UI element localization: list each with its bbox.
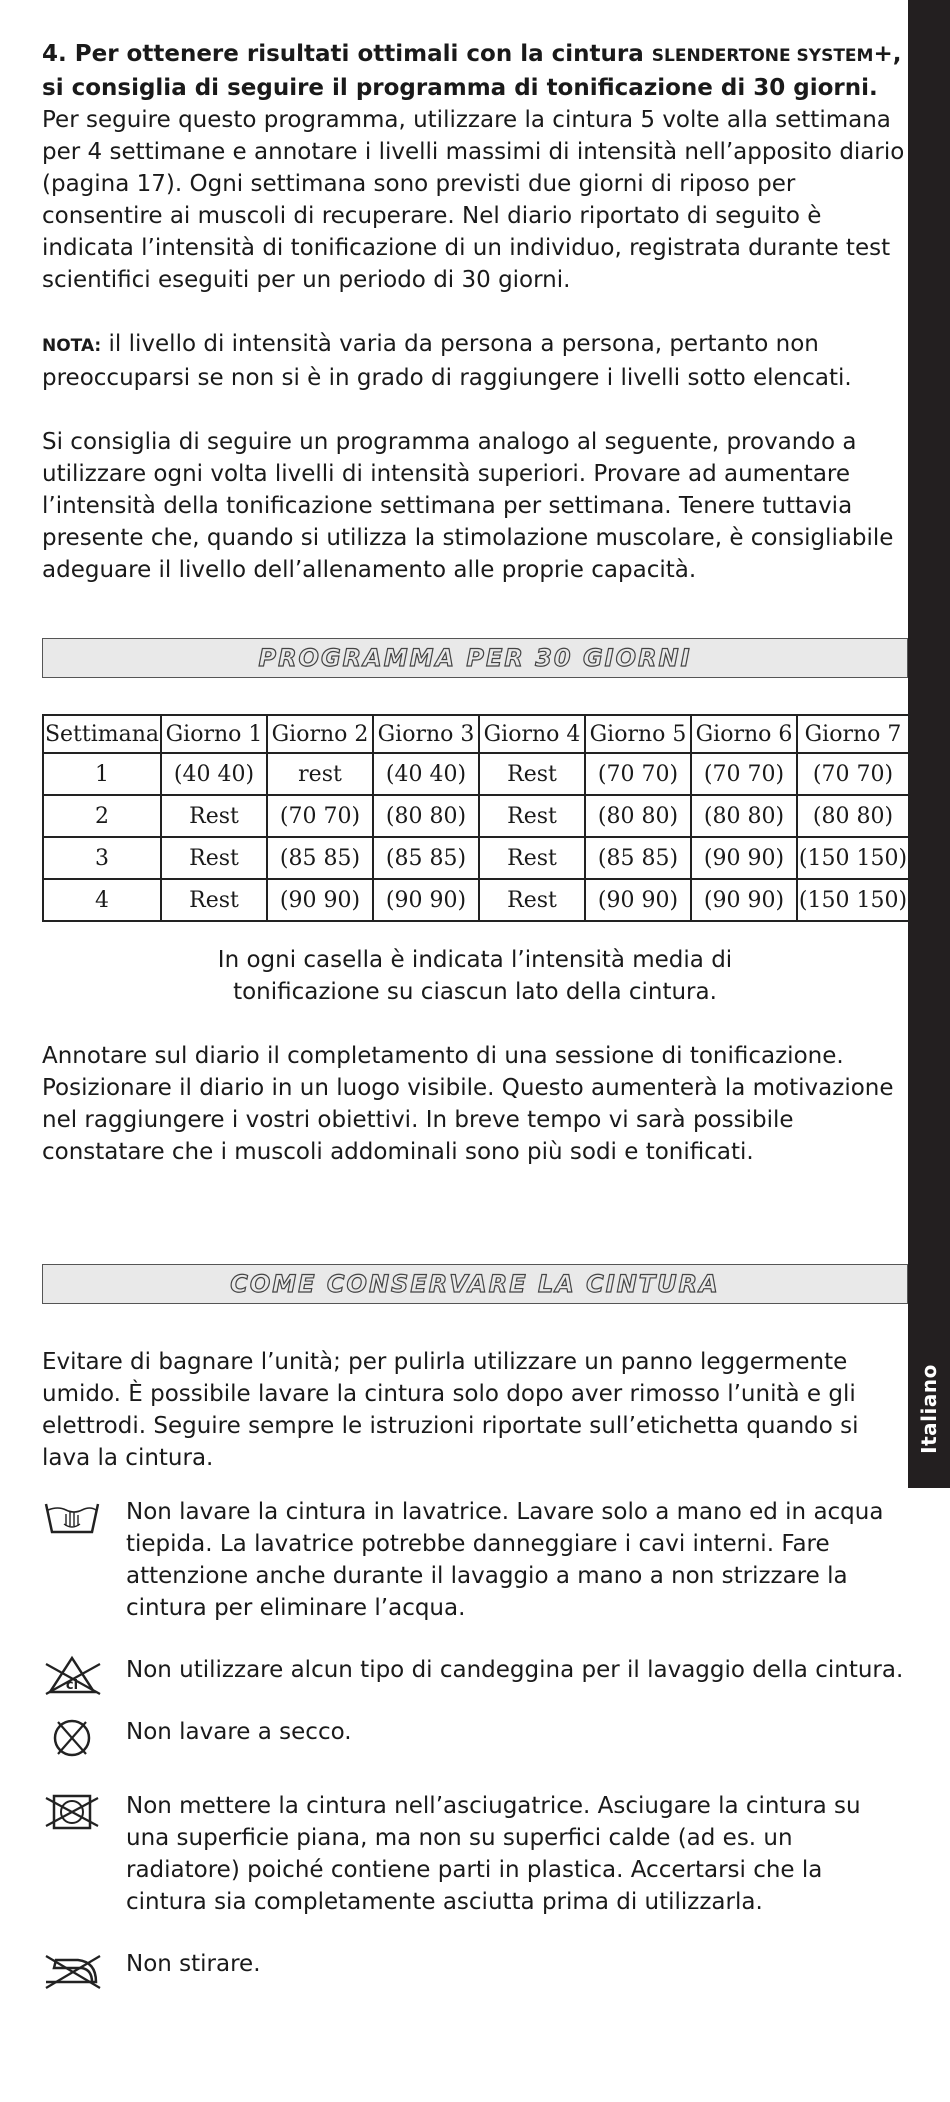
table-cell: (85 85) xyxy=(373,837,479,879)
table-row xyxy=(43,795,909,837)
header-cell: Giorno 2 xyxy=(267,715,373,753)
header-cell: Giorno 5 xyxy=(585,715,691,753)
table-cell: (40 40) xyxy=(161,753,267,795)
table-cell: 1 xyxy=(43,753,161,795)
table-cell: (85 85) xyxy=(267,837,373,879)
page-content xyxy=(42,38,908,1992)
table-cell: (90 90) xyxy=(585,879,691,921)
table-cell: (80 80) xyxy=(797,795,909,837)
care-item xyxy=(42,1790,908,1918)
header-cell: Giorno 3 xyxy=(373,715,479,753)
table-cell: 2 xyxy=(43,795,161,837)
no-dry-clean-icon xyxy=(42,1716,126,1760)
note-label: NOTA: xyxy=(42,336,102,356)
table-cell: 3 xyxy=(43,837,161,879)
table-cell: rest xyxy=(267,753,373,795)
lead-text: Per ottenere risultati ottimali con la cintura xyxy=(74,41,652,67)
language-side-tab xyxy=(908,0,950,1488)
header-cell: Settimana xyxy=(43,715,161,753)
program-table xyxy=(42,714,910,922)
table-cell: (80 80) xyxy=(691,795,797,837)
care-item xyxy=(42,1948,908,1992)
care-item-text: Non mettere la cintura nell’asciugatrice. Asciugare la cintura su una superficie piana, ma non su superfici calde (ad es. un radiatore) poiché contiene parti in plastica. Accertarsi che la cintura sia completamente asciutta prima di utilizzarla. xyxy=(126,1793,861,1915)
table-cell: (80 80) xyxy=(585,795,691,837)
table-cell: Rest xyxy=(479,795,585,837)
care-item-text: Non lavare a secco. xyxy=(126,1719,352,1745)
language-tab-label xyxy=(908,1330,950,1488)
note-text: il livello di intensità varia da persona a persona, pertanto non preoccuparsi se non si è in grado di raggiungere i livelli sotto elencati. xyxy=(42,331,852,391)
care-intro-paragraph: Evitare di bagnare l’unità; per pulirla utilizzare un panno leggermente umido. È possibile lavare la cintura solo dopo aver rimosso l’unità e gli elettrodi. Seguire sempre le istruzioni riportate sull’etichetta quando si lava la cintura. xyxy=(42,1349,859,1471)
table-row xyxy=(43,837,909,879)
table-cell: Rest xyxy=(161,795,267,837)
care-item xyxy=(42,1716,908,1760)
header-cell: Giorno 6 xyxy=(691,715,797,753)
table-cell: (70 70) xyxy=(691,753,797,795)
advice-paragraph: Si consiglia di seguire un programma analogo al seguente, provando a utilizzare ogni volta livelli di intensità superiori. Provare ad aumentare l’intensità della tonificazione settimana per settimana. Tenere tuttavia presente che, quando si utilizza la stimolazione muscolare, è consigliabile adeguare il livello dell’allenamento alle proprie capacità. xyxy=(42,429,894,583)
table-cell: Rest xyxy=(161,879,267,921)
care-item-text: Non stirare. xyxy=(126,1951,261,1977)
header-cell: Giorno 7 xyxy=(797,715,909,753)
section4-body: Per seguire questo programma, utilizzare la cintura 5 volte alla settimana per 4 settimane e annotare i livelli massimi di intensità nell’apposito diario (pagina 17). Ogni settimana sono previsti due giorni di riposo per consentire ai muscoli di recuperare. Nel diario riportato di seguito è indicata l’intensità di tonificazione di un individuo, registrata durante test scientifici eseguiti per un periodo di 30 giorni. xyxy=(42,107,905,293)
svg-text:cl: cl xyxy=(65,1678,79,1693)
section4-paragraph xyxy=(42,38,908,296)
brand-name: SLENDERTONE SYSTEM xyxy=(651,46,874,66)
table-cell: (90 90) xyxy=(691,837,797,879)
table-cell: (70 70) xyxy=(797,753,909,795)
table-row xyxy=(43,753,909,795)
care-item xyxy=(42,1654,908,1698)
care-item xyxy=(42,1496,908,1624)
caption-line: In ogni casella è indicata l’intensità media di xyxy=(217,947,733,973)
table-header-row xyxy=(43,715,909,753)
hand-wash-icon xyxy=(42,1496,126,1540)
table-cell: (150 150) xyxy=(797,837,909,879)
table-caption xyxy=(42,944,908,1008)
care-item-text: Non lavare la cintura in lavatrice. Lavare solo a mano ed in acqua tiepida. La lavatrice potrebbe danneggiare i cavi interni. Fare attenzione anche durante il lavaggio a mano a non strizzare la cintura per eliminare l’acqua. xyxy=(126,1499,884,1621)
table-cell: Rest xyxy=(161,837,267,879)
no-bleach-icon xyxy=(42,1654,126,1698)
header-cell: Giorno 4 xyxy=(479,715,585,753)
diary-note-paragraph: Annotare sul diario il completamento di una sessione di tonificazione. Posizionare il diario in un luogo visibile. Questo aumenterà la motivazione nel raggiungere i vostri obiettivi. In breve tempo vi sarà possibile constatare che i muscoli addominali sono più sodi e tonificati. xyxy=(42,1043,894,1165)
table-cell: (70 70) xyxy=(267,795,373,837)
lead-text-end: +, si consiglia di seguire il programma di tonificazione di 30 giorni. xyxy=(42,41,902,101)
table-row xyxy=(43,879,909,921)
note-paragraph xyxy=(42,328,908,394)
program-banner: PROGRAMMA PER 30 GIORNI xyxy=(42,638,908,678)
no-tumble-dry-icon xyxy=(42,1790,126,1834)
no-iron-icon xyxy=(42,1948,126,1992)
table-cell: Rest xyxy=(479,837,585,879)
table-cell: 4 xyxy=(43,879,161,921)
table-cell: Rest xyxy=(479,879,585,921)
table-cell: (85 85) xyxy=(585,837,691,879)
care-banner: COME CONSERVARE LA CINTURA xyxy=(42,1264,908,1304)
table-cell: (90 90) xyxy=(691,879,797,921)
table-cell: (40 40) xyxy=(373,753,479,795)
table-cell: (90 90) xyxy=(267,879,373,921)
caption-line: tonificazione su ciascun lato della cintura. xyxy=(233,979,717,1005)
table-cell: (70 70) xyxy=(585,753,691,795)
care-item-text: Non utilizzare alcun tipo di candeggina per il lavaggio della cintura. xyxy=(126,1657,904,1683)
language-label: Italiano xyxy=(917,1364,941,1454)
section-number: 4. xyxy=(42,41,75,67)
table-cell: Rest xyxy=(479,753,585,795)
table-cell: (90 90) xyxy=(373,879,479,921)
header-cell: Giorno 1 xyxy=(161,715,267,753)
table-cell: (150 150) xyxy=(797,879,909,921)
table-cell: (80 80) xyxy=(373,795,479,837)
